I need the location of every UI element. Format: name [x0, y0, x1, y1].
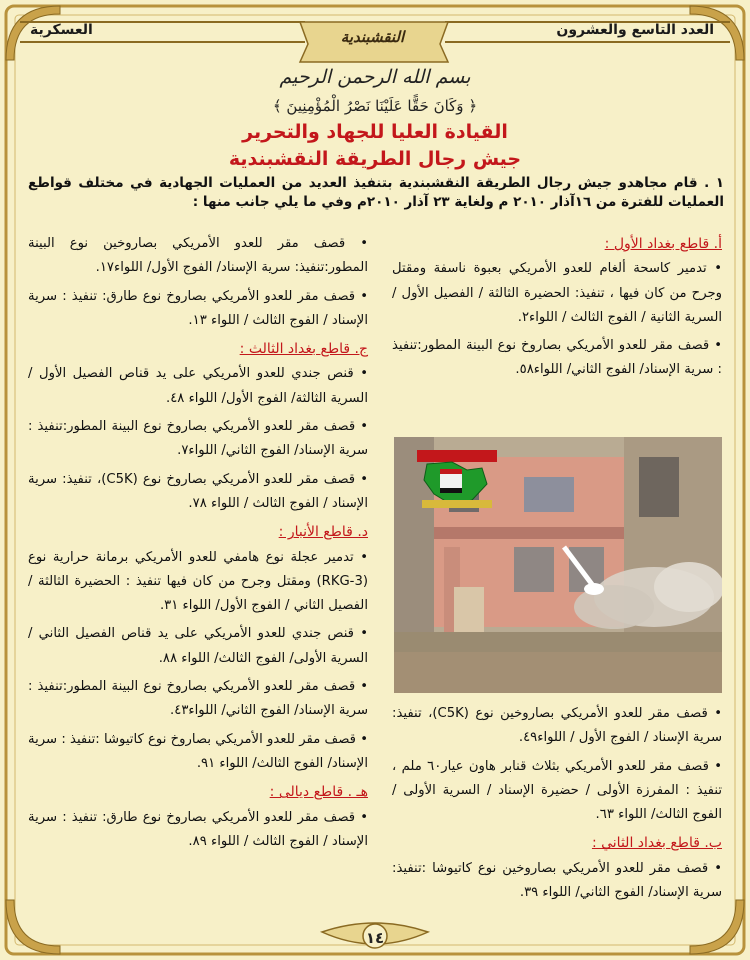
list-item: • قصف مقر للعدو الأمريكي بصاروخ نوع طارق: تنفيذ : سرية الإسناد / الفوج الثالث / اللواء ١٣. [28, 285, 368, 334]
header-issue-label: العدد التاسع والعشرون [556, 22, 714, 38]
left-column [28, 232, 368, 858]
section-heading: د. قاطع الأنبار : [278, 524, 368, 541]
list-item: • قصف مقر للعدو الأمريكي بصاروخين نوع (C5K)، تنفيذ: سرية الإسناد / الفوج الأول / اللواء٤٩. [392, 702, 722, 751]
list-item: • قصف مقر للعدو الأمريكي بصاروخ نوع البينة المطور:تنفيذ : سرية الإسناد/ الفوج الثاني/ اللواء٤٣. [28, 675, 368, 724]
list-item: • قصف مقر للعدو الأمريكي بثلاث قنابر هاون عيار٦٠ ملم ، تنفيذ : المفرزة الأولى / حضيرة الإسناد / السرية الأولى / الفوج الثالث/ اللواء ٦٣. [392, 755, 722, 828]
intro-paragraph: ١ . قام مجاهدو جيش رجال الطريقة النقشبندية بتنفيذ العديد من العمليات الجهادية في مختلف قواطع العمليات للفترة من ١٦آذار ٢٠١٠ م ولغاية ٢٣ آذار ٢٠١٠م وفي ما يلي جانب منها : [28, 175, 724, 210]
organization-emblem [412, 450, 502, 510]
list-item: • قصف مقر للعدو الأمريكي بصاروخ نوع كاتيوشا :تنفيذ : سرية الإسناد/ الفوج الثالث/ اللواء ٩١. [28, 728, 368, 777]
list-item: • قصف مقر للعدو الأمريكي بصاروخ نوع طارق: تنفيذ : سرية الإسناد / الفوج الثالث / اللواء ٨٩. [28, 806, 368, 855]
header-section-label: العسكرية [30, 22, 93, 38]
right-column [392, 232, 722, 387]
section-heading: ب. قاطع بغداد الثاني : [591, 835, 722, 852]
page-subtitle: جيش رجال الطريقة النقشبندية [228, 148, 522, 170]
right-column-bottom [392, 702, 722, 909]
page-number: ١٤ [365, 929, 385, 947]
list-item: • قصف مقر للعدو الأمريكي بصاروخ نوع (C5K)، تنفيذ: سرية الإسناد / الفوج الثالث / اللواء ٧٨. [28, 468, 368, 517]
list-item: • قصف مقر للعدو الأمريكي بصاروخين نوع كاتيوشا :تنفيذ: سرية الإسناد/ الفوج الثاني/ اللواء ٣٩. [392, 857, 722, 906]
header-ribbon-title: النقشبندية [340, 28, 405, 46]
list-item: • قصف مقر للعدو الأمريكي بصاروخ نوع البينة المطور:تنفيذ : سرية الإسناد/ الفوج الثاني/ اللواء٧. [28, 415, 368, 464]
list-item: • قصف مقر للعدو الأمريكي بصاروخ نوع البينة المطور:تنفيذ : سرية الإسناد/ الفوج الثاني/ اللواء٥٨. [392, 334, 722, 383]
list-item: • قنص جندي للعدو الأمريكي على يد قناص الفصيل الثاني / السرية الأولى/ الفوج الثالث/ اللواء ٨٨. [28, 622, 368, 671]
basmala: بسم الله الرحمن الرحيم [279, 66, 471, 88]
page-title: القيادة العليا للجهاد والتحرير [242, 121, 508, 143]
quran-verse: ﴿ وَكَانَ حَقًّا عَلَيْنَا نَصْرُ الْمُؤْمِنِينَ ﴾ [272, 97, 478, 115]
list-item: • تدمير كاسحة ألغام للعدو الأمريكي بعبوة ناسفة ومقتل وجرح من كان فيها ، تنفيذ: الحضيرة الثالثة / الفصيل الأول / السرية الثانية / الفوج الثالث / اللواء٢. [392, 257, 722, 330]
list-item: • قصف مقر للعدو الأمريكي بصاروخين نوع البينة المطور:تنفيذ: سرية الإسناد/ الفوج الأول/ اللواء١٧. [28, 232, 368, 281]
list-item: • تدمير عجلة نوع هامفي للعدو الأمريكي برمانة حرارية نوع (RKG-3) ومقتل وجرح من كان فيها تنفيذ : الحضيرة الثالثة / الفصيل الثاني / الفوج الأول/ اللواء ٣١. [28, 546, 368, 619]
list-item: • قنص جندي للعدو الأمريكي على يد قناص الفصيل الأول / السرية الثالثة/ الفوج الأول/ اللواء ٤٨. [28, 362, 368, 411]
section-heading: أ. قاطع بغداد الأول : [604, 236, 722, 252]
section-heading: ج. قاطع بغداد الثالث : [239, 341, 368, 358]
section-heading: هـ . قاطع ديالى : [269, 784, 368, 801]
